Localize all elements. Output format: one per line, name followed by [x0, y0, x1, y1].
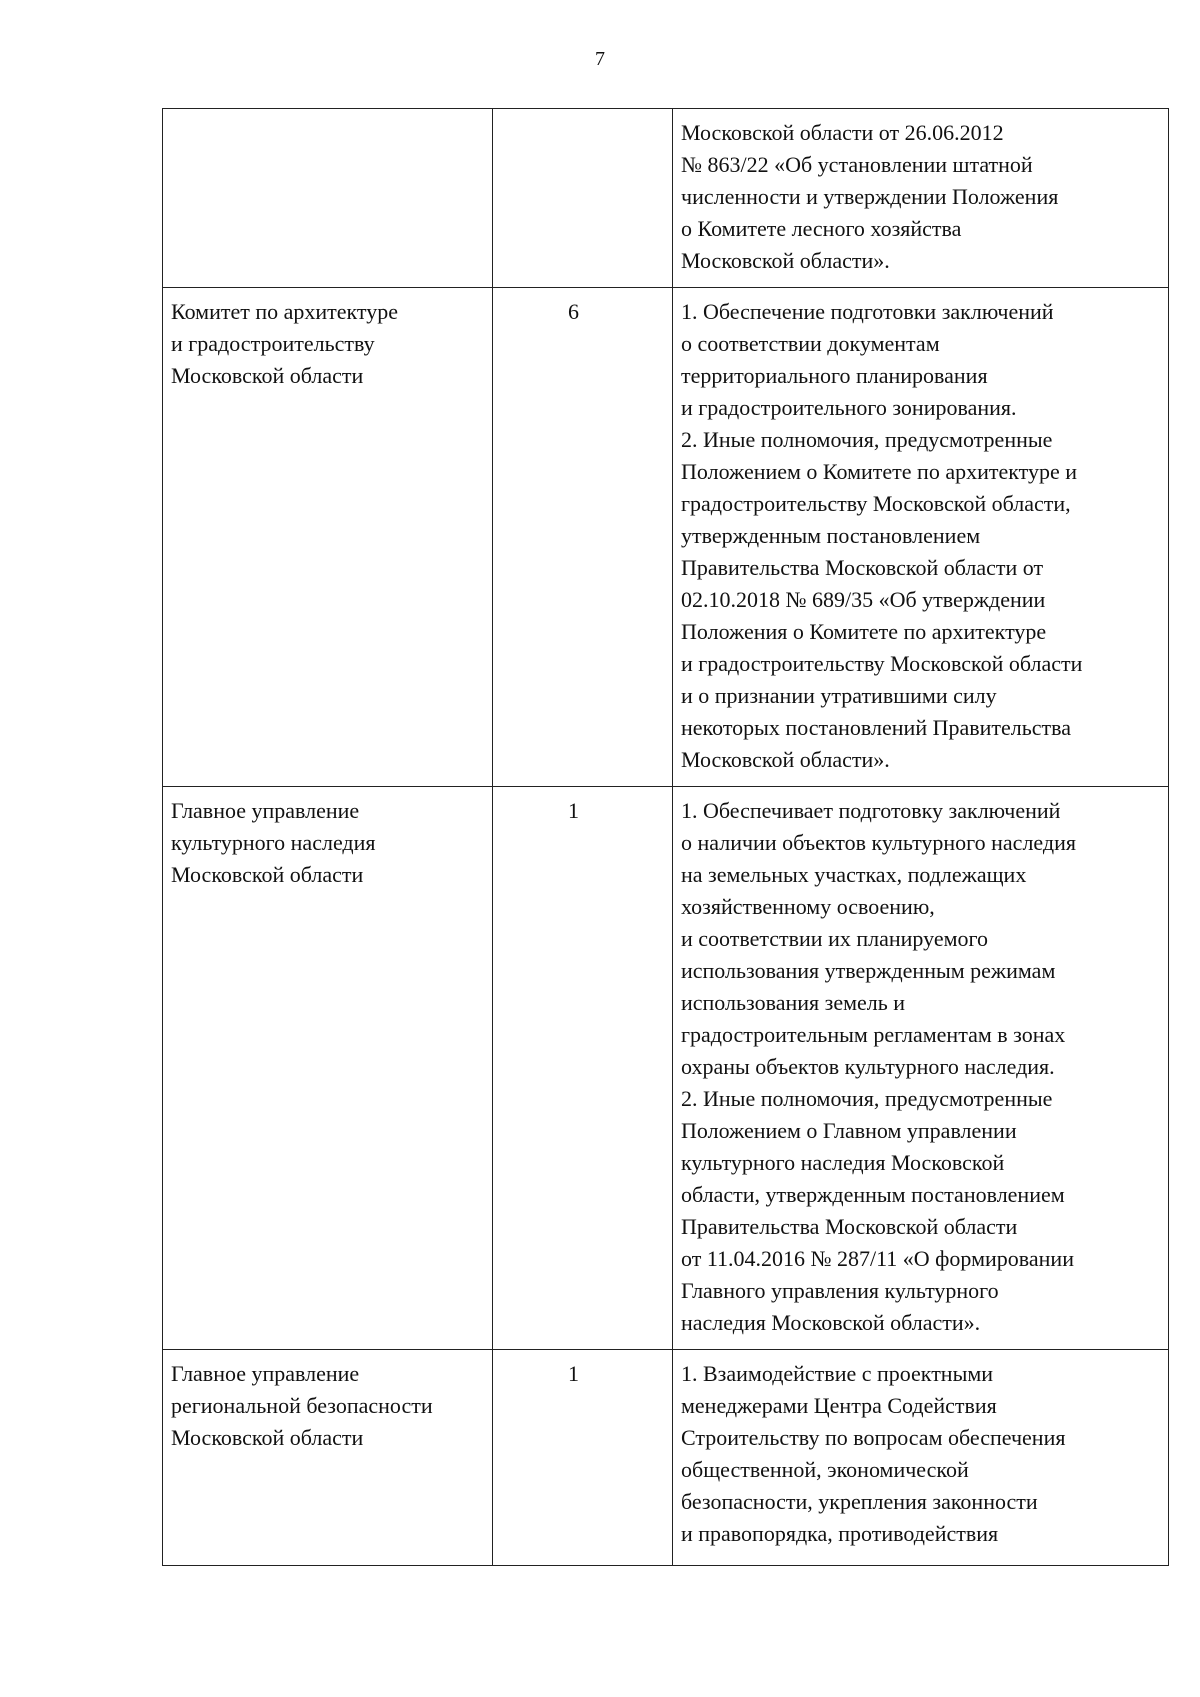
powers-cell	[673, 787, 1169, 1350]
count-cell	[493, 288, 673, 787]
organization-cell	[163, 1350, 493, 1566]
powers-cell	[673, 109, 1169, 288]
staff-count: 1	[568, 1361, 579, 1386]
organization-name: Главное управление региональной безопасности Московской области	[171, 1361, 433, 1450]
page-number: 7	[595, 48, 605, 70]
count-cell	[493, 787, 673, 1350]
authorities-table	[162, 108, 1169, 1566]
organization-cell	[163, 109, 493, 288]
table-row	[163, 787, 1169, 1350]
staff-count: 6	[568, 299, 579, 324]
table-row	[163, 288, 1169, 787]
table-row	[163, 109, 1169, 288]
count-cell	[493, 109, 673, 288]
table-row	[163, 1350, 1169, 1566]
powers-text: 1. Обеспечивает подготовку заключений о наличии объектов культурного наследия на земельных участках, подлежащих хозяйственному освоению, и соответствии их планируемого использования утвержденным режимам использования земель и градостроительным регламентам в зонах охраны объектов культурного наследия. 2. Иные полномочия, предусмотренные Положением о Главном управлении культурного наследия Московской области, утвержденным постановлением Правительства Московской области от 11.04.2016 № 287/11 «О формировании Главного управления культурного наследия Московской области».	[681, 798, 1076, 1335]
powers-cell	[673, 288, 1169, 787]
count-cell	[493, 1350, 673, 1566]
powers-cell	[673, 1350, 1169, 1566]
staff-count: 1	[568, 798, 579, 823]
organization-cell	[163, 787, 493, 1350]
powers-text: Московской области от 26.06.2012 № 863/22 «Об установлении штатной численности и утверждении Положения о Комитете лесного хозяйства Московской области».	[681, 120, 1059, 273]
organization-name: Комитет по архитектуре и градостроительству Московской области	[171, 299, 399, 388]
organization-name: Главное управление культурного наследия Московской области	[171, 798, 376, 887]
powers-text: 1. Обеспечение подготовки заключений о соответствии документам территориального планирования и градостроительного зонирования. 2. Иные полномочия, предусмотренные Положением о Комитете по архитектуре и градостроительству Московской области, утвержденным постановлением Правительства Московской области от 02.10.2018 № 689/35 «Об утверждении Положения о Комитете по архитектуре и градостроительству Московской области и о признании утратившими силу некоторых постановлений Правительства Московской области».	[681, 299, 1083, 772]
powers-text: 1. Взаимодействие с проектными менеджерами Центра Содействия Строительству по вопросам обеспечения общественной, экономической безопасности, укрепления законности и правопорядка, противодействия	[681, 1361, 1066, 1546]
organization-cell	[163, 288, 493, 787]
